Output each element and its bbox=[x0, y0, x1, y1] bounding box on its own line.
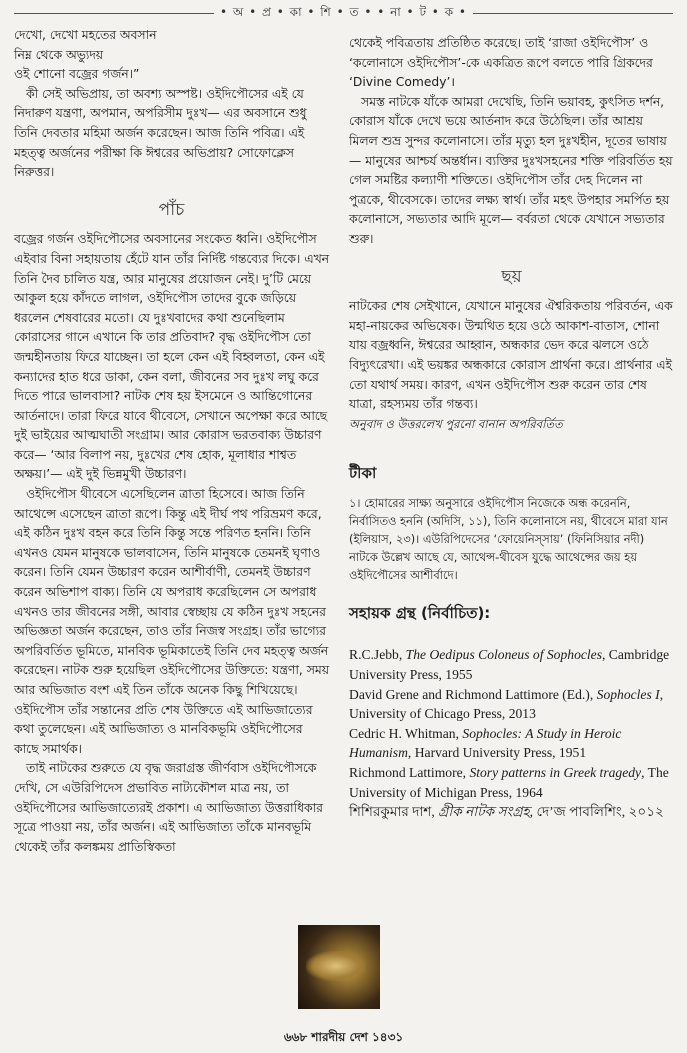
section-heading-five: পাঁচ bbox=[158, 199, 185, 220]
paragraph: সমস্ত নাটকে যাঁকে আমরা দেখেছি, তিনি ভয়াবহ, কুৎসিত দর্শন, কোরাস যাঁকে দেখে ভয়ে আর্তনাদ করে উঠেছিল। তাঁর আশ্রয় মিলল শুভ্র সুন্দর কলোনাসে। তাঁর মৃত্যু হল দুঃখহীন, দূতের ভাষায়— মানুষের আশ্চর্য অন্তর্ধান। ব্যক্তির দুঃখসহনের শক্তি পরিবর্তিত হয় গেল সমষ্টির কল্যাণী শক্তিতে। ওইদিপৌস তাঁর দেহ দিলেন না পুত্রকে, থীবেসকে। তাদের লক্ষ্য স্বার্থ। তাঁর মহৎ উপহার সমর্পিত হয় কলোনাসে, সভ্যতার আদি মূলে— বর্বরতা থেকে যেখানে সভ্যতার শুরু। bbox=[349, 94, 673, 246]
left-column bbox=[14, 26, 329, 857]
illustration-image bbox=[298, 925, 380, 1009]
reference-item: Richmond Lattimore, Story patterns in Greek tragedy, The University of Michigan Press, 1964 bbox=[349, 765, 669, 800]
reference-item: David Grene and Richmond Lattimore (Ed.), Sophocles I, University of Chicago Press, 2013 bbox=[349, 686, 664, 722]
right-column bbox=[349, 34, 674, 822]
running-header bbox=[0, 4, 687, 22]
header-rule-right bbox=[463, 13, 673, 14]
section-heading-six: ছয় bbox=[501, 266, 522, 287]
reference-item: Cedric H. Whitman, Sophocles: A Study in Heroic Humanism, Harvard University Press, 1951 bbox=[349, 725, 622, 761]
verse-line: দেখো, দেখো মহতের অবসান bbox=[14, 28, 157, 42]
paragraph: বজ্রের গর্জন ওইদিপৌসের অবসানের সংকেত ধ্বনি। ওইদিপৌস এইবার বিনা সহায়তায় হেঁটে যান তাঁর নির্দিষ্ট গন্তব্যের দিকে। এখন তিনি দৈব চালিত যন্ত্র, আর মানুষের প্রয়োজন নেই। দু’টি মেয়ে আকুল হয়ে কাঁদতে লাগল, ওইদিপৌস তাদের বুকে জড়িয়ে ধরলেন শেষবারের মতো। যে দুঃখবাদের কথা শুনেছিলাম কোরাসের গানে এখানে কি তার প্রতিবাদ? বৃদ্ধ ওইদিপৌস তো জন্মহীনতায় ফিরে যাচ্ছেন। তা হলে কেন এই বিহ্বলতা, কেন এই কন্যাদের হাত ধরে ডাকা, কেন বলা, জীবনের সব দুঃখ লঘু করে দিতে পারে ভালবাসা? নাটক শেষ হয় ইসমেনে ও আন্তিগোনের আর্তনাদে। তারা ফিরে যাবে থীবেসে, সেখানে অপেক্ষা করে আছে দুই ভাইয়ের আত্মঘাতী সংগ্রাম। আর কোরাস ভরতবাক্য উচ্চারণ করে— ‘আর বিলাপ নয়, দুঃখের শেষ হোক, মূলাধার শাশ্বত অক্ষয়।’— এই দুই ভিন্নমুখী উচ্চারণ। bbox=[14, 232, 329, 482]
paragraph: নাটকের শেষ সেইখানে, যেখানে মানুষের ঐশ্বরিকতায় পরিবর্তন, এক মহা-নায়কের অভিষেক। উন্মথিত হয়ে ওঠে আকাশ-বাতাস, শোনা যায় বজ্রধ্বনি, ঈশ্বরের আহ্বান, অন্ধকার ভেদ করে ঝলসে ওঠে বিদ্যুৎরেখা। এই ভয়ঙ্কর অন্ধকারে কোরাস প্রার্থনা করে। প্রার্থনার এই তো যথার্থ সময়। কারণ, এখন ওইদিপৌস শুরু করেন তার শেষ যাত্রা, রহস্যময় তাঁর গন্তব্য। bbox=[349, 299, 673, 412]
verse-line: ওই শোনো বজ্রের গর্জন।” bbox=[14, 67, 140, 82]
header-rule-left bbox=[14, 13, 224, 14]
reference-item: শিশিরকুমার দাশ, গ্রীক নাটক সংগ্রহ, দে’জ পাবলিশিং, ২০১২ bbox=[349, 804, 664, 820]
references-heading: সহায়ক গ্রন্থ (নির্বাচিত): bbox=[349, 603, 491, 622]
header-title: • অ • প্র • কা • শি • ত • • না • ট • ক • bbox=[214, 5, 473, 19]
paragraph: থেকেই পবিত্রতায় প্রতিষ্ঠিত করেছে। তাই ‘রাজা ওইদিপৌস’ ও ‘কলোনাসে ওইদিপৌস’-কে একত্রিত রূপে বলতে পারি গ্রিকদের ‘Divine Comedy’। bbox=[349, 36, 653, 90]
verse-line: নিম্ন থেকে অভ্যুদয় bbox=[14, 47, 104, 62]
paragraph: ওইদিপৌস থীবেসে এসেছিলেন ত্রাতা হিসেবে। আজ তিনি আথেন্সে এসেছেন ত্রাতা রূপে। কিন্তু এই দীর্ঘ পথ পরিভ্রমণ করে, এই কঠিন দুঃখ বহন করে তিনি কিন্তু সন্তে পরিণত হননি। তিনি এখনও যেমন মানুষকে ভালবাসেন, তিনি মানুষকে তেমনই ঘৃণাও করেন। তিনি যেমন উচ্চারণ করেন আশীর্বাণী, তেমনই উচ্চারণ করেন অভিশাপ বাক্য। তিনি যে অপরাধ করেছিলেন সে অপরাধ এখনও তার জীবনের সঙ্গী, আবার স্বেচ্ছায় যে কঠিন দুঃখ সহনের অভিজ্ঞতা অর্জন করেছেন, তাও তাঁর নিজস্ব সংগ্রহ। তাঁর ভাগ্যের অপরিবর্তিত ভূমিতে, মানবিক ভূমিকাতেই তিনি দেব মহত্ত্ব অর্জন করেছেন। নাটক শুরু হয়েছিল ওইদিপৌসের উক্তিতে: যন্ত্রণা, সময় আর অভিজাত বংশ এই তিন তাঁকে অনেক কিছু শিখিয়েছে। ওইদিপৌস তাঁর সন্তানের প্রতি শেষ উক্তিতে এই আভিজাত্যের কথা তুলেছেন। এই আভিজাত্য ও মানবিকভূমি ওইদিপৌসের কাছে সমার্থক। bbox=[14, 487, 329, 756]
footnote: ১। হোমারের সাক্ষ্য অনুসারে ওইদিপৌস নিজেকে অন্ধ করেননি, নির্বাসিতও হননি (অদিসি, ১১), তিনি কলোনাসে নয়, থীবেসে মারা যান (ইলিয়াস, ২৩)। এউরিপিদেসের ‘ফোয়েনিস্সায়’ (ফিনিসিয়ার নদী) নাটকে উল্লেখ আছে যে, আথেন্স-থীবেস যুদ্ধে আথেন্সের জয় হয় ওইদিপৌসের আশীর্বাদে। bbox=[349, 495, 668, 582]
illustration-highlight bbox=[306, 951, 366, 981]
paragraph: কী সেই অভিপ্রায়, তা অবশ্য অস্পষ্ট। ওইদিপৌসের এই যে নিদারুণ যন্ত্রণা, অপমান, অপরিসীম দুঃখ— এর অবসানে শুধু তিনি দেবতার মহিমা অর্জন করেছেন। আজ তিনি পবিত্র। এই মহত্ত্ব অর্জনের পরীক্ষা কি ঈশ্বরের অভিপ্রায়? সোফোক্লেস নিরুত্তর। bbox=[14, 86, 307, 180]
page-footer: ৬৬৮ শারদীয় দেশ ১৪৩১ bbox=[283, 1030, 404, 1044]
reference-item: R.C.Jebb, The Oedipus Coloneus of Sophocles, Cambridge University Press, 1955 bbox=[349, 647, 670, 683]
notes-heading: টীকা bbox=[349, 464, 377, 483]
paragraph: তাই নাটকের শুরুতে যে বৃদ্ধ জরাগ্রস্ত জীর্ণবাস ওইদিপৌসকে দেখি, সে এউরিপিদেস প্রভাবিত নাট্যকৌশল মাত্র নয়, তা ওইদিপৌসের আভিজাত্যেরই প্রকাশ। এ আভিজাত্য উত্তরাধিকার সূত্রে পাওয়া নয়, তাঁর অর্জন। এই আভিজাত্য তাঁকে মানবভূমি থেকেই তাঁর কলঙ্কময় প্রাতিস্বিকতা bbox=[14, 761, 323, 854]
translation-note: অনুবাদ ও উত্তরলেখ পুরনো বানান অপরিবর্তিত bbox=[349, 416, 563, 431]
references-list bbox=[349, 645, 674, 821]
